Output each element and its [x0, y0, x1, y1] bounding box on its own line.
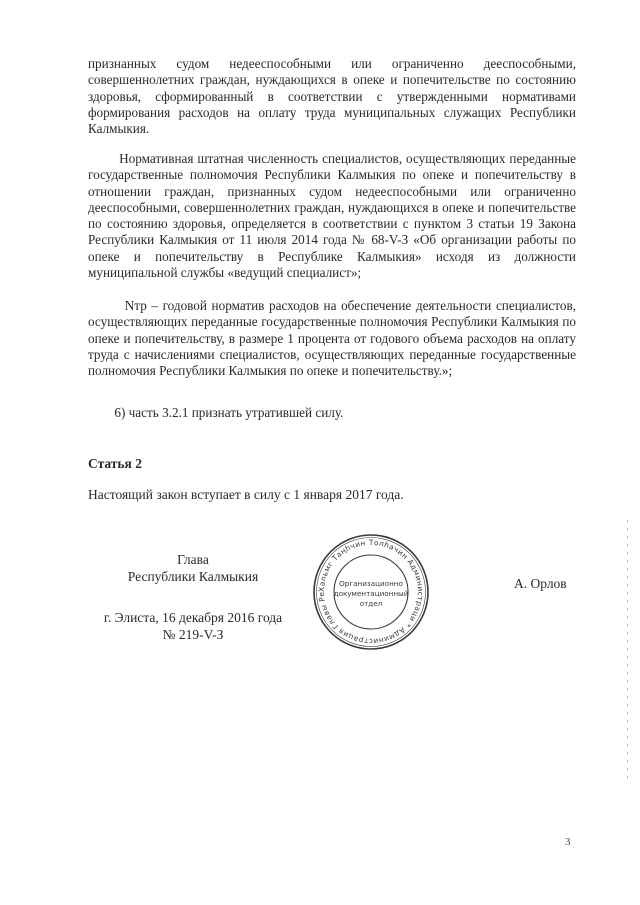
- seal-inner-line2: документационный: [333, 589, 409, 598]
- seal-graphic: [311, 532, 431, 652]
- article-text: Настоящий закон вступает в силу с 1 января 2017 года.: [88, 487, 404, 502]
- paragraph-item-6: 6) часть 3.2.1 признать утратившей силу.: [88, 405, 344, 420]
- seal-outer-text: Хальмг Таңһчин Толһачин Администраци * Администрация Главы Ре: [316, 537, 426, 647]
- law-number: № 219-V-З: [162, 627, 224, 642]
- paragraph-continuation: признанных судом недееспособными или ограниченно дееспособными, совершеннолетних граждан, нуждающихся в опеке и попечительстве по состоянию здоровья, сформированный в соответствии с утвержденными нормативами формирования расходов на оплату труда муниципальных служащих Республики Калмыкия.: [88, 56, 576, 137]
- scan-edge-artifact: [627, 520, 628, 780]
- signatory-title-line1: Глава: [177, 552, 209, 567]
- place-date-line: г. Элиста, 16 декабря 2016 года: [103, 610, 283, 625]
- seal-inner-line1: Организационно: [339, 579, 403, 588]
- page-number: 3: [565, 836, 571, 848]
- official-seal-stamp: [311, 532, 431, 652]
- article-heading: Статья 2: [88, 456, 142, 471]
- signatory-title-line2: Республики Калмыкия: [127, 569, 259, 584]
- paragraph-ntr-definition: Nтр – годовой норматив расходов на обеспечение деятельности специалистов, осуществляющих переданные государственные полномочия Республики Калмыкия по опеке и попечительству, в размере 1 процента от годового объема расходов на оплату труда с начислениями специалистов, осуществляющих переданные государственные полномочия Республики Калмыкия по опеке и попечительству.»;: [88, 298, 576, 379]
- paragraph-staffing-norm: Нормативная штатная численность специалистов, осуществляющих переданные государственные полномочия Республики Калмыкия по опеке и попечительству в отношении граждан, признанных судом недееспособными или ограниченно дееспособными, совершеннолетних граждан, нуждающихся в опеке и попечительстве по состоянию здоровья, определяется в соответствии с пунктом 3 статьи 19 Закона Республики Калмыкия от 11 июля 2014 года № 68-V-З «Об организации работы по опеке и попечительству в Республике Калмыкия» исходя из должности муниципальной службы «ведущий специалист»;: [88, 151, 576, 281]
- signatory-name: А. Орлов: [514, 576, 567, 591]
- signatory-title: [108, 551, 278, 585]
- place-and-date: [88, 609, 298, 643]
- seal-inner-line3: отдел: [359, 599, 383, 608]
